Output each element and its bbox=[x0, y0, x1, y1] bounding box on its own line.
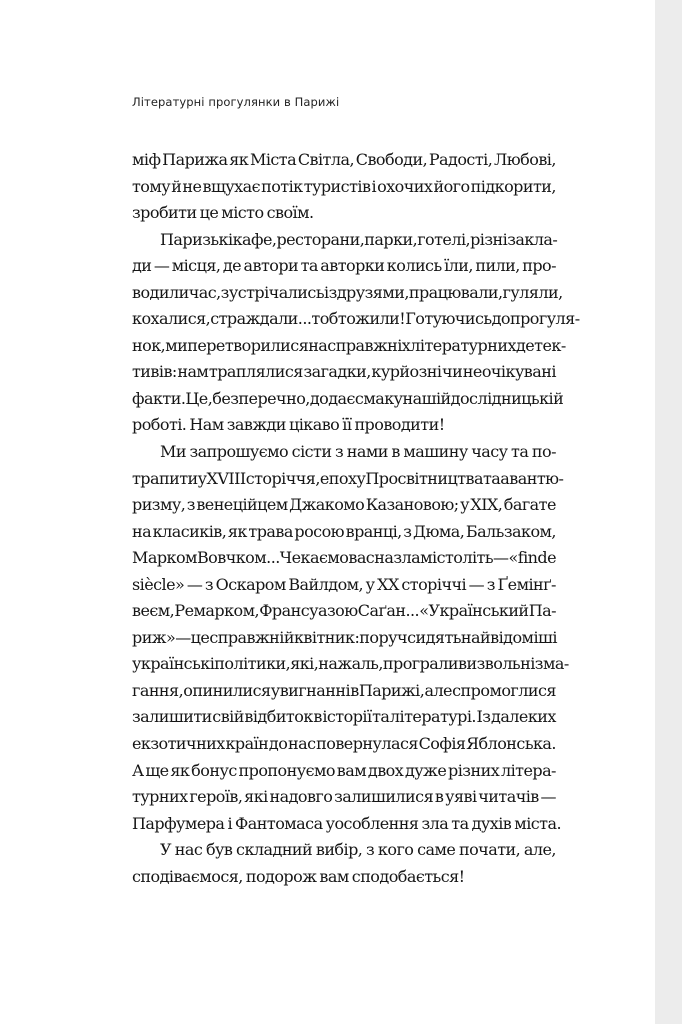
text-line: ди — місця, де автори та авторки колись їли, пили, про- bbox=[132, 256, 556, 276]
text-line: трапити у XVIII сторіччя, епоху Просвітництва та авантю- bbox=[132, 468, 564, 488]
text-line: тивів: нам траплялися загадки, курйозні чи неочікувані bbox=[132, 362, 556, 382]
text-line: siècle» — з Оскаром Вайлдом, у XX сторіччі — з Ґемінґ- bbox=[132, 574, 556, 594]
text-line: на класиків, як трава росою вранці, з Дюма, Бальзаком, bbox=[132, 521, 556, 541]
text-line: водили час, зустрічались із друзями, працювали, гуляли, bbox=[132, 282, 563, 302]
text-line: А ще як бонус пропонуємо вам двох дуже різних літера- bbox=[132, 760, 556, 780]
body-text bbox=[132, 147, 580, 890]
text-line: кохалися, страждали... тобто жили! Готуючись до прогуля- bbox=[132, 309, 580, 329]
text-line: тому й не вщухає потік туристів і охочих його підкорити, bbox=[132, 176, 556, 196]
text-line: Марком Вовчком... Чекаємо вас на зламі століть — «fin de bbox=[132, 548, 557, 568]
text-line: міф Парижа як Міста Світла, Свободи, Радості, Любові, bbox=[132, 150, 556, 169]
text-line: українські політики, які, на жаль, програли визвольні зма- bbox=[132, 654, 569, 674]
text-line: риж» — це справжній квітник: поруч сидять найвідоміші bbox=[132, 627, 557, 647]
text-line: веєм, Ремарком, Франсуазою Саґан... «Український Па- bbox=[132, 601, 556, 621]
running-head: Літературні прогулянки в Парижі bbox=[132, 95, 340, 109]
text-line: Парфумера і Фантомаса уособлення зла та духів міста. bbox=[132, 813, 562, 833]
text-line: гання, опинилися у вигнанні в Парижі, але спромоглися bbox=[132, 680, 556, 700]
text-line: ризму, з венеційцем Джакомо Казановою; у XIX, багате bbox=[132, 495, 556, 515]
text-line: турних героїв, які надовго залишилися в уяві читачів — bbox=[132, 787, 556, 807]
text-line: Ми запрошуємо сісти з нами в машину часу та по- bbox=[160, 442, 556, 462]
text-line: екзотичних країн до нас повернулася Софія Яблонська. bbox=[132, 734, 556, 754]
page-edge bbox=[655, 0, 682, 1024]
text-line: роботі. Нам завжди цікаво її проводити! bbox=[132, 415, 445, 435]
text-line: сподіваємося, подорож вам сподобається! bbox=[132, 866, 465, 886]
text-line: факти. Це, безперечно, додає смаку нашій дослідницькій bbox=[132, 388, 564, 408]
text-line: зробити це місто своїм. bbox=[132, 203, 314, 223]
text-line: Паризькі кафе, ресторани, парки, готелі, різні закла- bbox=[160, 229, 558, 249]
text-line: залишити свій відбиток в історії та літературі. Із далеких bbox=[132, 707, 556, 727]
text-line: У нас був складний вибір, з кого саме почати, але, bbox=[160, 840, 556, 860]
text-line: нок, ми перетворилися на справжніх літературних детек- bbox=[132, 335, 566, 355]
